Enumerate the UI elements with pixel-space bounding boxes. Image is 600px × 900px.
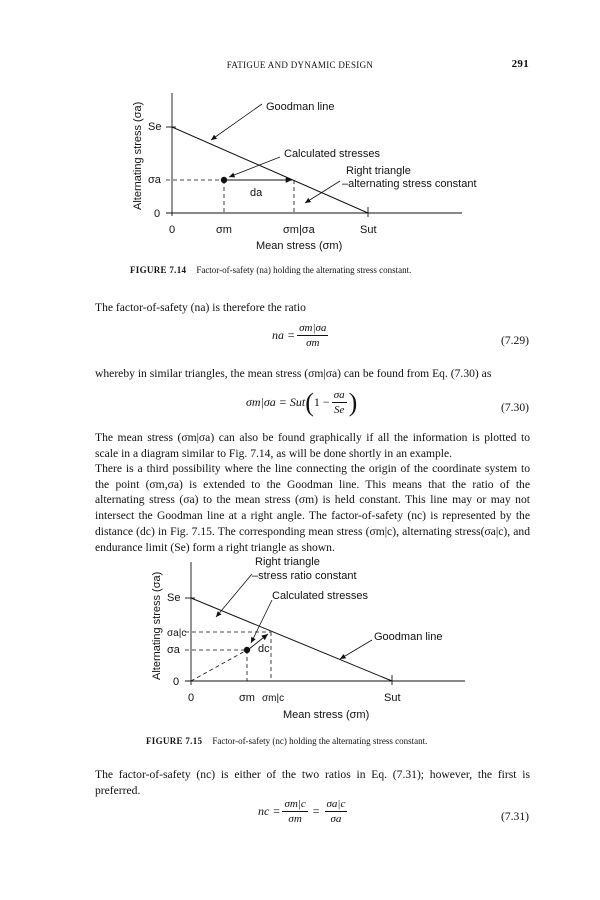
eq729-den: σm: [306, 337, 320, 349]
eq731-number: (7.31): [500, 810, 529, 823]
fig714-x-tick-smsa: σm|σa: [283, 224, 315, 236]
eq731-num1: σm|c: [284, 798, 306, 810]
eq731-den2: σa: [330, 813, 342, 825]
eq729-lhs: na =: [272, 328, 296, 342]
fig715-caption-number: FIGURE 7.15: [146, 736, 203, 746]
fig714-x-axis-label: Mean stress (σm): [256, 240, 343, 252]
fig714-y-tick-zero: 0: [154, 208, 161, 220]
fig714-goodman-line: [172, 127, 368, 213]
eq731-lhs: nc =: [258, 804, 281, 818]
fig715-y-tick-se: Se: [167, 592, 181, 604]
fig715-caption-text: Factor-of-safety (nc) holding the alternating stress constant.: [212, 736, 428, 746]
fig715-dist-label: dc: [258, 643, 270, 655]
fig714-label-alt-const: –alternating stress constant: [342, 178, 477, 190]
eq731-den1: σm: [288, 813, 302, 825]
eq730-number: (7.30): [500, 401, 529, 414]
fig714-x-tick-sut: Sut: [360, 224, 377, 236]
fig714-y-tick-sa: σa: [148, 174, 161, 186]
paragraph-3: The mean stress (σm|σa) can also be found graphically if all the information is plotted to scale in a diagram similar to Fig. 7.14, as will be done shortly in an example.: [95, 431, 530, 460]
fig715-x-tick-sut: Sut: [384, 692, 401, 704]
page-number: 291: [511, 58, 529, 70]
fig714-x-tick-sm: σm: [216, 224, 232, 236]
fig714-label-goodman: Goodman line: [266, 101, 335, 113]
eq730-lhs: σm|σa = Sut: [246, 395, 306, 409]
fig714-label-right-triangle: Right triangle: [346, 165, 411, 177]
paragraph-1: The factor-of-safety (na) is therefore the ratio: [95, 301, 306, 314]
eq730-one-minus: 1 −: [313, 395, 330, 409]
paragraph-4: There is a third possibility where the line connecting the origin of the coordinate system to the point (σm,σa) is extended to the Goodman line. This means that the ratio of the alternating stress (σa) to the mean stress (σm) is held constant. This line may or may not intersect the Goodman line at a right angle. The factor-of-safety (nc) is represented by the distance (dc) in Fig. 7.15. The corresponding mean stress (σm|c), alternating stress(σa|c), and endurance limit (Se) form a right triangle as shown.: [95, 462, 530, 554]
fig714-calculated-point: [221, 177, 227, 183]
fig714-caption: [130, 265, 411, 275]
fig714-dist-label: da: [250, 187, 263, 199]
fig714-x-tick-zero: 0: [169, 224, 176, 236]
fig715-y-tick-sa: σa: [167, 644, 180, 656]
fig715-x-tick-smc: σm|c: [262, 693, 285, 704]
fig715-label-calculated: Calculated stresses: [272, 590, 368, 602]
fig714-y-axis-label: Alternating stress (σa): [132, 101, 144, 210]
fig715-label-right-triangle: Right triangle: [255, 556, 320, 568]
paragraph-5: The factor-of-safety (nc) is either of the two ratios in Eq. (7.31); however, the first is preferred.: [95, 768, 530, 797]
eq731-eqsign: =: [312, 804, 320, 818]
fig714-label-calculated: Calculated stresses: [284, 148, 380, 160]
fig714-caption-number: FIGURE 7.14: [130, 265, 187, 275]
running-header-title: FATIGUE AND DYNAMIC DESIGN: [226, 60, 374, 70]
fig715-label-ratio-const: –stress ratio constant: [252, 570, 357, 582]
eq731-num2: σa|c: [326, 798, 346, 810]
equation-7-30: σm|σa = Sut ( 1 − $\frac{\sigma a}{Se}$ ): [246, 387, 358, 417]
equation-7-29: [272, 322, 330, 349]
fig714-caption-text: Factor-of-safety (na) holding the alternating stress constant.: [196, 265, 412, 275]
fig715-label-goodman: Goodman line: [374, 631, 443, 643]
fig715-caption: [146, 736, 427, 746]
fig715-x-axis-label: Mean stress (σm): [283, 709, 370, 721]
fig715-y-tick-zero: 0: [173, 676, 180, 688]
fig715-calculated-point: [244, 647, 250, 653]
figure-7-14: [0, 0, 600, 265]
figure-7-15: [0, 550, 600, 735]
fig715-ratio-line: [191, 650, 247, 681]
fig714-y-tick-se: Se: [148, 121, 162, 133]
equation-7-31: [258, 798, 349, 825]
eq729-number: (7.29): [500, 334, 529, 347]
paragraph-2: whereby in similar triangles, the mean stress (σm|σa) can be found from Eq. (7.30) as: [95, 367, 492, 380]
eq729-num: σm|σa: [299, 322, 327, 334]
eq730-den: Se: [333, 404, 345, 416]
fig715-x-tick-zero: 0: [188, 692, 195, 704]
eq730-num: σa: [333, 389, 345, 401]
fig715-y-axis-label: Alternating stress (σa): [151, 571, 163, 680]
fig715-y-tick-sac: σa|c: [167, 628, 187, 639]
fig715-x-tick-sm: σm: [239, 692, 255, 704]
